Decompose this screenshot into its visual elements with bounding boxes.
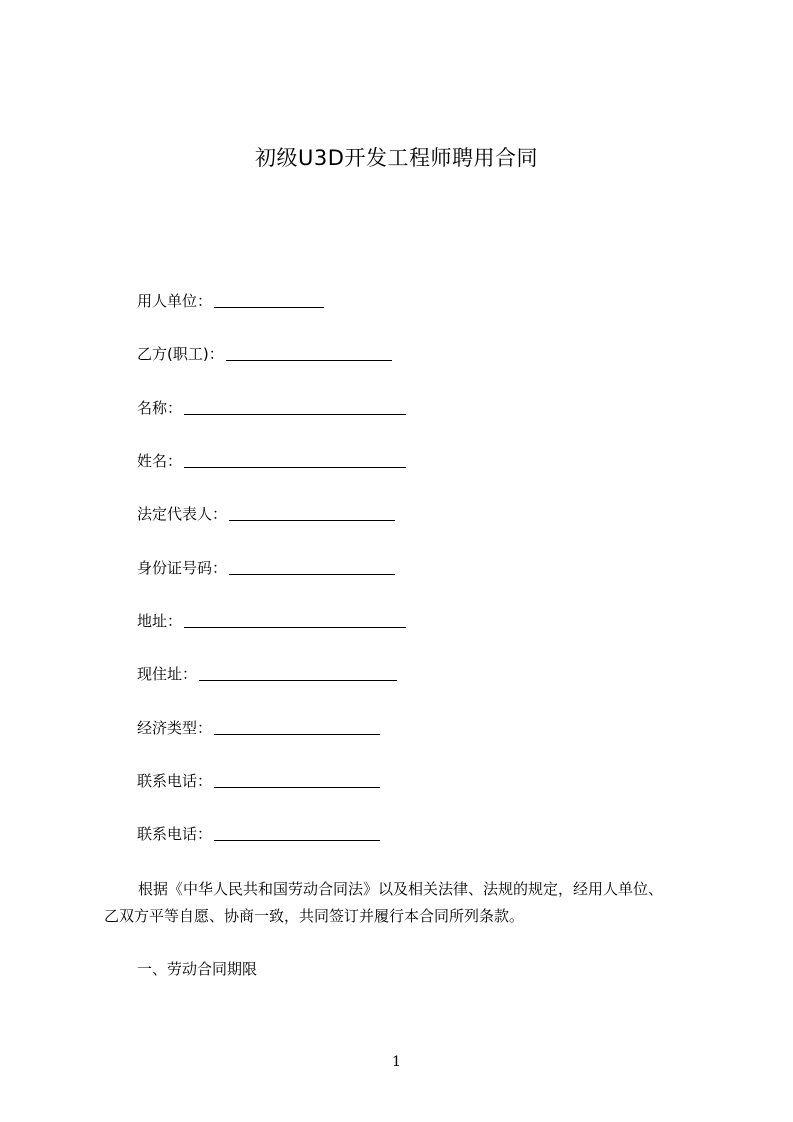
field-economic-type — [137, 718, 380, 738]
field-label: 身份证号码： — [137, 559, 228, 577]
intro-paragraph — [104, 876, 724, 930]
blank-line — [229, 505, 395, 521]
blank-line — [229, 559, 395, 575]
field-label: 姓名： — [137, 452, 183, 470]
blank-line — [214, 772, 380, 788]
blank-line — [184, 399, 406, 415]
paragraph-line: 乙双方平等自愿、协商一致，共同签订并履行本合同所列条款。 — [104, 907, 525, 925]
field-label: 联系电话： — [137, 772, 213, 790]
field-label: 名称： — [137, 399, 183, 417]
field-legal-rep — [137, 504, 395, 524]
field-label: 地址： — [137, 612, 183, 630]
page-number: 1 — [392, 1054, 401, 1070]
blank-line — [184, 452, 406, 468]
field-label: 用人单位： — [137, 292, 213, 310]
field-label: 现住址： — [137, 665, 198, 683]
document-title: 初级U3D开发工程师聘用合同 — [255, 146, 538, 170]
field-full-name — [137, 451, 406, 471]
field-label: 法定代表人： — [137, 505, 228, 523]
field-label: 乙方(职工)： — [137, 345, 224, 363]
paragraph-line: 根据《中华人民共和国劳动合同法》以及相关法律、法规的规定，经用人单位、 — [138, 880, 664, 898]
blank-line — [214, 292, 324, 308]
field-name-org — [137, 398, 406, 418]
field-phone-2 — [137, 824, 380, 844]
field-current-address — [137, 664, 397, 684]
field-id-number — [137, 558, 395, 578]
blank-line — [184, 612, 406, 628]
blank-line — [214, 825, 380, 841]
field-party-b — [137, 344, 392, 364]
section-heading: 一、劳动合同期限 — [137, 960, 258, 978]
field-phone-1 — [137, 771, 380, 791]
field-employer — [137, 291, 324, 311]
blank-line — [226, 345, 392, 361]
field-label: 联系电话： — [137, 825, 213, 843]
field-label: 经济类型： — [137, 719, 213, 737]
field-address — [137, 611, 406, 631]
blank-line — [199, 665, 397, 681]
blank-line — [214, 719, 380, 735]
